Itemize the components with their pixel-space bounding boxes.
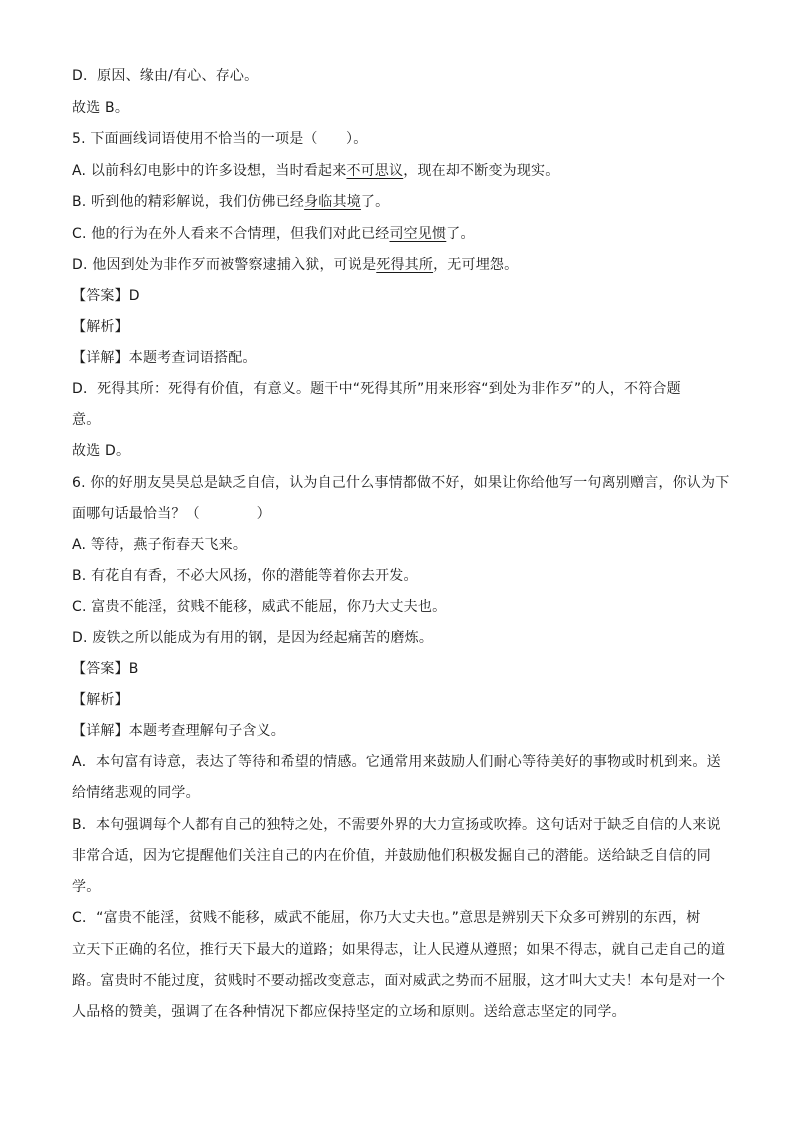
q5-option-b-underlined: 身临其境 <box>304 194 361 210</box>
q6-explain-b-line-2: 非常合适，因为它提醒他们关注自己的内在价值，并鼓励他们积极发掘自己的潜能。送给缺乏自信的同 <box>72 848 711 864</box>
q5-choose: 故选 D。 <box>72 443 131 459</box>
q6-option-b: B. 有花自有香，不必大风扬，你的潜能等着你去开发。 <box>72 568 418 584</box>
q6-analysis: 【解析】 <box>72 692 129 708</box>
q5-option-d <box>72 255 732 275</box>
q5-explain-line-1: D．死得其所：死得有价值，有意义。题干中“死得其所”用来形容“到处为非作歹”的人，不符合题 <box>72 381 681 397</box>
q5-option-b-pre: B. 听到他的精彩解说，我们仿佛已经 <box>72 194 305 210</box>
q5-option-c-post: 了。 <box>446 226 475 242</box>
q5-option-d-pre: D. 他因到处为非作歹而被警察逮捕入狱，可说是 <box>72 257 377 273</box>
q6-explain-b-line-3: 学。 <box>72 879 101 895</box>
q5-stem: 5. 下面画线词语使用不恰当的一项是（ ）。 <box>72 131 368 147</box>
q5-option-a <box>72 161 732 181</box>
q5-option-c <box>72 224 732 244</box>
q5-option-d-underlined: 死得其所 <box>376 257 434 273</box>
q4-option-d: D．原因、缘由/有心、存心。 <box>72 68 259 84</box>
q6-detail: 【详解】本题考查理解句子含义。 <box>72 723 285 739</box>
q6-explain-c-line-1: C．“富贵不能淫，贫贱不能移，威武不能屈，你乃大丈夫也。”意思是辨别天下众多可辨别的东西，树 <box>72 910 701 926</box>
q6-explain-c-line-3: 路。富贵时不能过度，贫贱时不要动摇改变意志，面对威武之势而不屈服，这才叫大丈夫！本句是对一个 <box>72 973 726 989</box>
q5-option-a-post: ，现在却不断变为现实。 <box>403 163 560 179</box>
q6-explain-c-line-4: 人品格的赞美，强调了在各种情况下都应保持坚定的立场和原则。送给意志坚定的同学。 <box>72 1004 626 1020</box>
q5-option-a-pre: A. 以前科幻电影中的许多设想，当时看起来 <box>72 163 347 179</box>
q5-option-a-underlined: 不可思议 <box>346 163 404 179</box>
q6-answer: 【答案】B <box>72 661 139 677</box>
q6-stem-line-1: 6. 你的好朋友昊昊总是缺乏自信，认为自己什么事情都做不好，如果让你给他写一句离别赠言，你认为下 <box>72 475 730 491</box>
q6-explain-c-line-2: 立天下正确的名位，推行天下最大的道路；如果得志，让人民遵从遵照；如果不得志，就自己走自己的道 <box>72 942 726 958</box>
q5-option-c-underlined: 司空见惯 <box>389 226 447 242</box>
q5-option-b-post: 了。 <box>360 194 390 210</box>
q5-detail: 【详解】本题考查词语搭配。 <box>72 350 257 366</box>
q6-explain-a-line-1: A．本句富有诗意，表达了等待和希望的情感。它通常用来鼓励人们耐心等待美好的事物或时机到来。送 <box>72 754 721 770</box>
q6-explain-b-line-1: B．本句强调每个人都有自己的独特之处，不需要外界的大力宣扬或吹捧。这句话对于缺乏自信的人来说 <box>72 817 721 833</box>
q6-option-c: C. 富贵不能淫，贫贱不能移，威武不能屈，你乃大丈夫也。 <box>72 599 447 615</box>
q5-analysis: 【解析】 <box>72 319 129 335</box>
q6-stem-line-2: 面哪句话最恰当？（ ） <box>72 506 271 522</box>
q4-choose: 故选 B。 <box>72 100 130 116</box>
q5-option-c-pre: C. 他的行为在外人看来不合情理，但我们对此已经 <box>72 226 390 242</box>
q5-explain-line-2: 意。 <box>72 412 101 428</box>
q5-option-b <box>72 192 732 212</box>
q6-option-a: A. 等待，燕子衔春天飞来。 <box>72 537 248 553</box>
q6-explain-a-line-2: 给情绪悲观的同学。 <box>72 785 200 801</box>
q5-option-d-post: ，无可埋怨。 <box>433 257 519 273</box>
q6-option-d: D. 废铁之所以能成为有用的钢，是因为经起痛苦的磨炼。 <box>72 630 434 646</box>
q5-answer: 【答案】D <box>72 288 140 304</box>
